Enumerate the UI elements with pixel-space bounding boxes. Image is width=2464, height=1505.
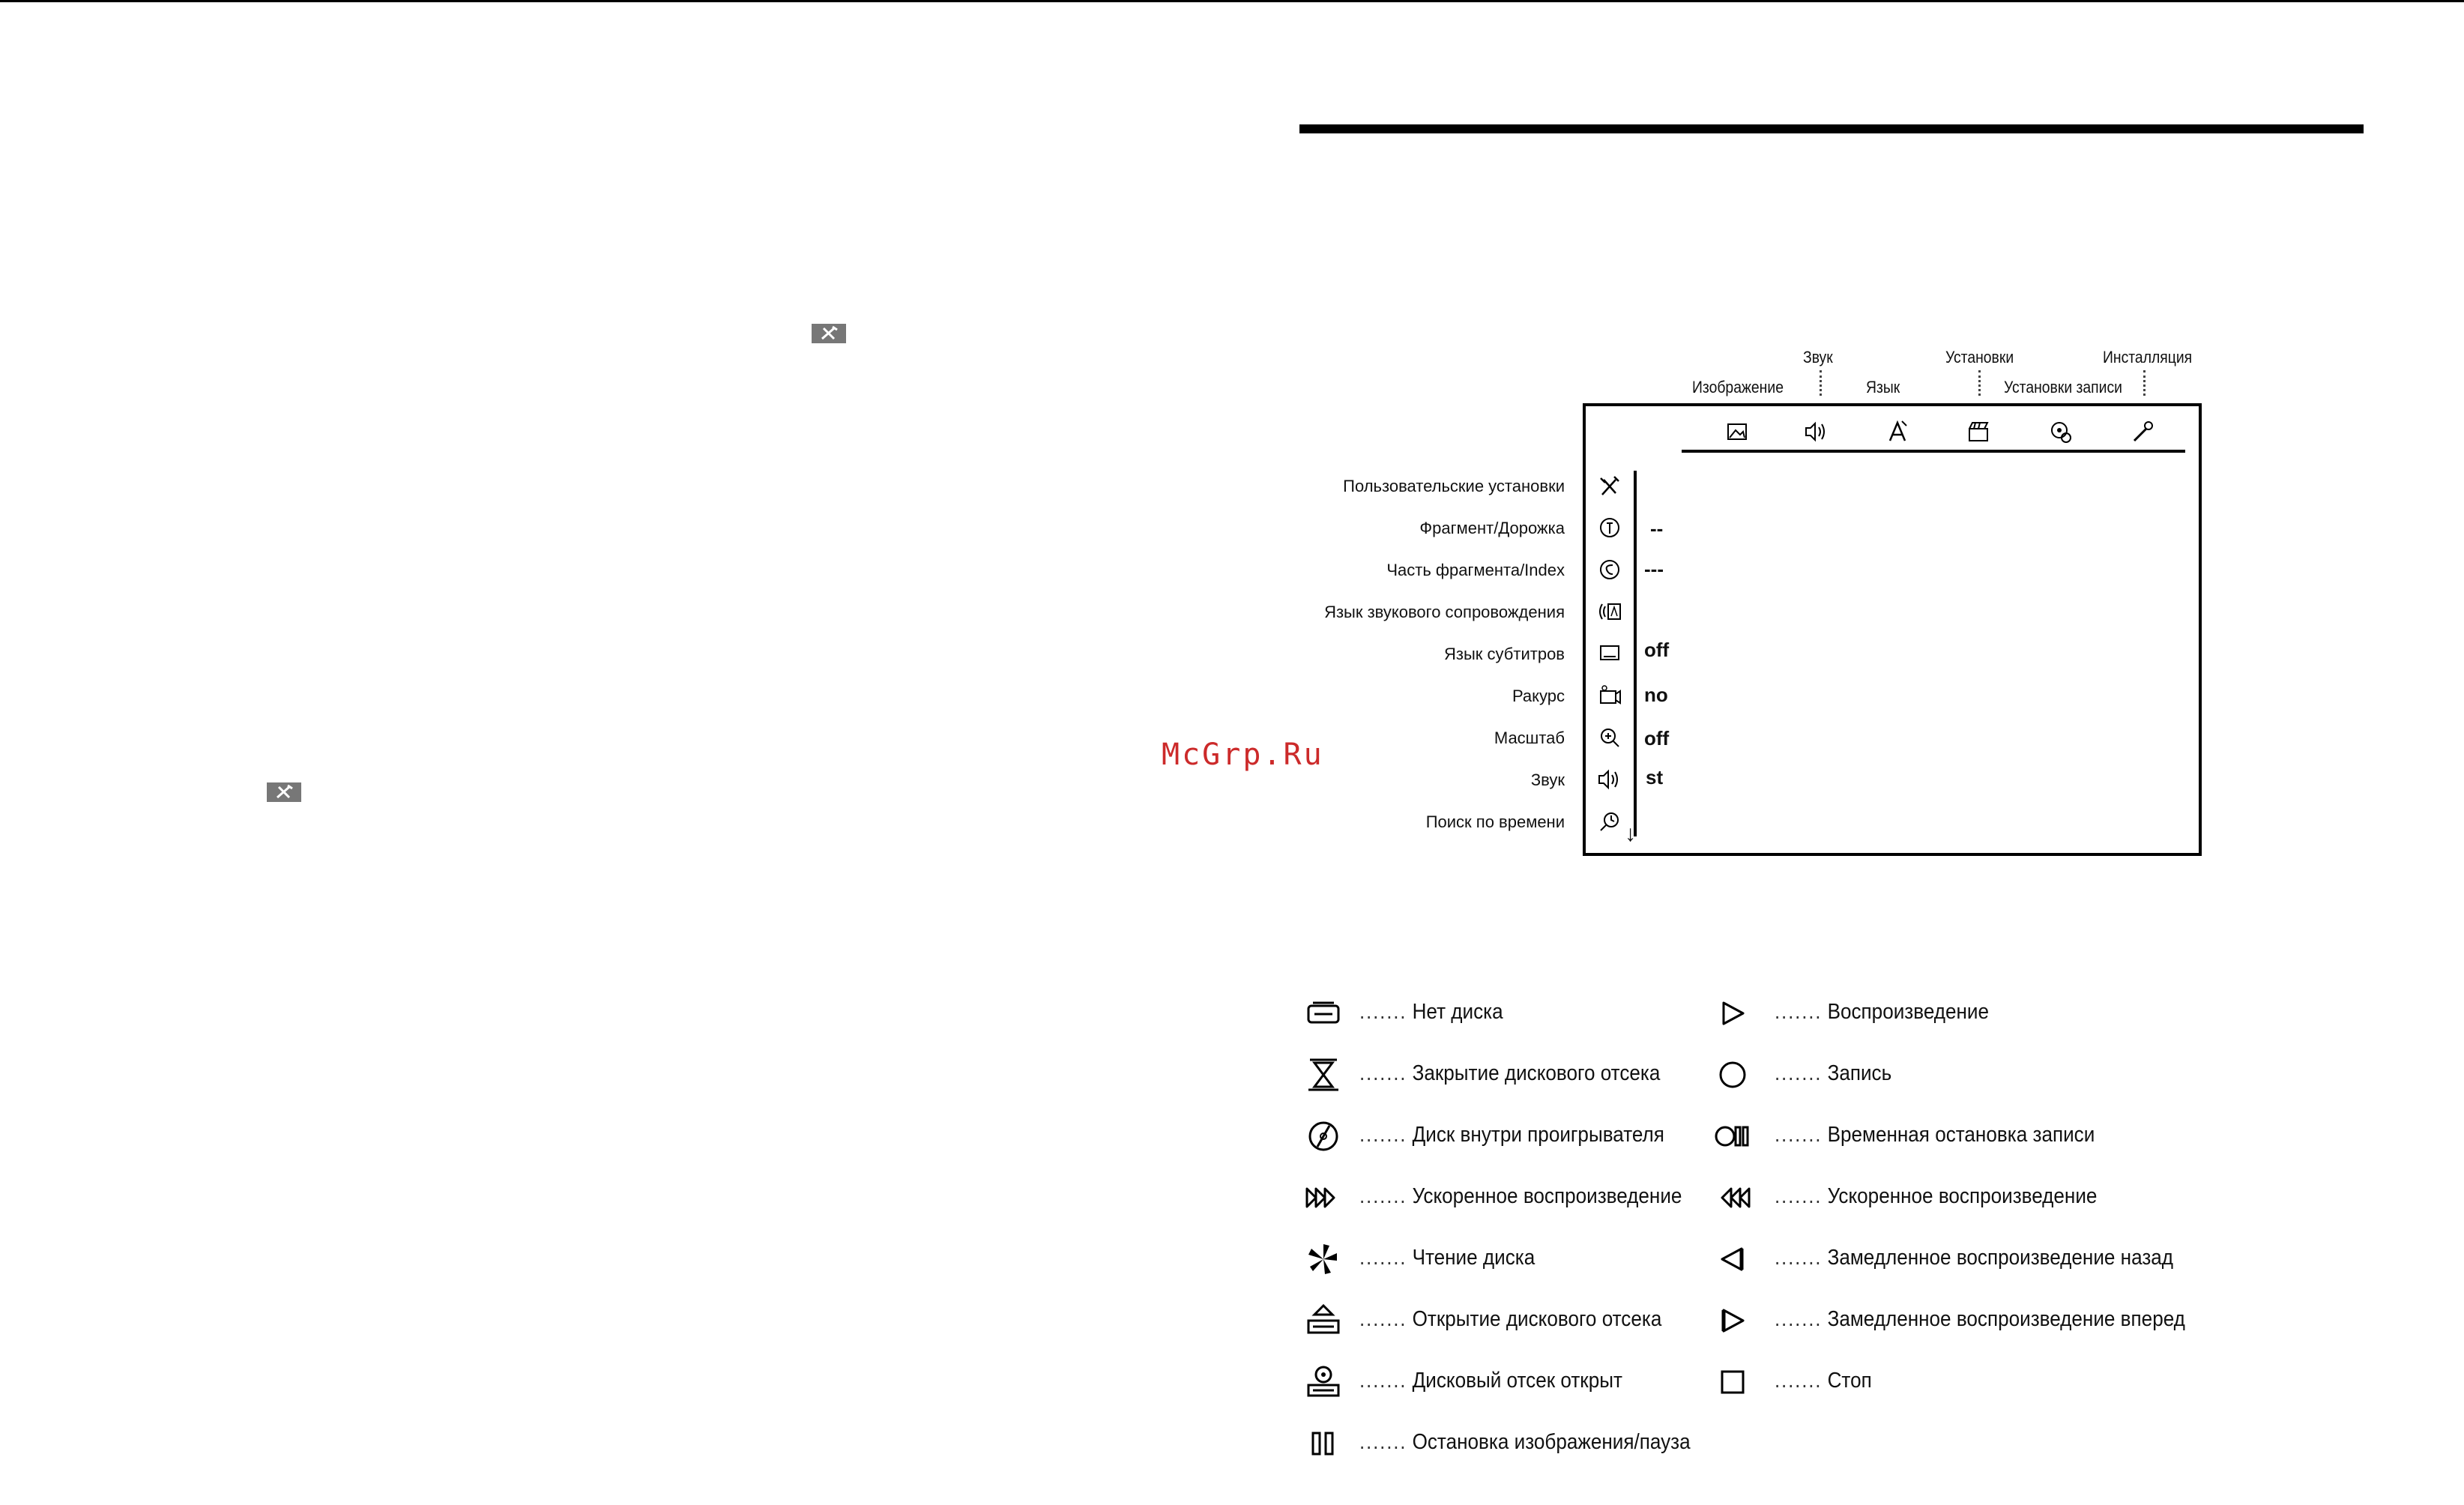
- category-leader: [1978, 370, 1981, 396]
- legend-label: Диск внутри проигрывателя: [1412, 1123, 1664, 1147]
- legend-label: Закрытие дискового отсека: [1412, 1061, 1661, 1085]
- legend-item: ....... Замедленное воспроизведение вперед: [1775, 1307, 2185, 1331]
- legend-item: ....... Стоп: [1775, 1369, 1872, 1393]
- picture-icon: [1721, 415, 1754, 448]
- legend-item: ....... Чтение диска: [1359, 1246, 1536, 1270]
- time-search-icon: [1593, 806, 1626, 836]
- angle-icon: [1593, 681, 1626, 711]
- legend-label: Стоп: [1827, 1369, 1872, 1393]
- legend-label: Остановка изображения/пауза: [1412, 1430, 1691, 1454]
- osd-row-value: --: [1650, 517, 1664, 540]
- audio-language-icon: [1593, 597, 1626, 627]
- settings-icon: [1962, 415, 1995, 448]
- watermark: McGrp.Ru: [1162, 738, 1324, 772]
- legend-label: Запись: [1827, 1061, 1892, 1085]
- user-settings-icon: [1593, 471, 1626, 501]
- legend-label: Ускоренное воспроизведение: [1827, 1184, 2098, 1208]
- legend-label: Нет диска: [1412, 1000, 1503, 1024]
- fast-forward-icon: [1302, 1180, 1344, 1216]
- category-record-settings-label: Установки записи: [2004, 378, 2122, 396]
- legend-item: ....... Нет диска: [1359, 1000, 1503, 1024]
- chapter-index-icon: [1593, 555, 1626, 585]
- category-settings-label: Установки: [1945, 348, 2014, 367]
- category-picture-label: Изображение: [1692, 378, 1784, 396]
- osd-row-label: Ракурс: [1512, 687, 1565, 705]
- category-language-label: Язык: [1866, 378, 1900, 396]
- section-rule: [1299, 124, 2364, 133]
- record-settings-icon: [2044, 415, 2077, 448]
- category-leader: [2143, 370, 2146, 396]
- legend-label: Открытие дискового отсека: [1412, 1307, 1662, 1331]
- sound-icon: [1800, 415, 1833, 448]
- osd-row-label: Фрагмент/Дорожка: [1419, 519, 1565, 537]
- slow-forward-icon: [1712, 1303, 1754, 1339]
- zoom-icon: [1593, 723, 1626, 752]
- osd-row-label: Язык субтитров: [1444, 645, 1565, 663]
- arrow-down-icon: ↓: [1625, 821, 1636, 846]
- legend-label: Временная остановка записи: [1827, 1123, 2095, 1147]
- category-leader: [1820, 370, 1822, 396]
- legend-item: ....... Открытие дискового отсека: [1359, 1307, 1662, 1331]
- osd-row-value: ---: [1644, 558, 1664, 580]
- legend-label: Ускоренное воспроизведение: [1412, 1184, 1682, 1208]
- osd-row-value: st: [1646, 766, 1664, 788]
- legend-item: ....... Ускоренное воспроизведение: [1775, 1184, 2098, 1208]
- legend-item: ....... Воспроизведение: [1775, 1000, 1990, 1024]
- slow-reverse-icon: [1712, 1241, 1754, 1277]
- category-installation-label: Инсталляция: [2103, 348, 2193, 367]
- legend-item: ....... Ускоренное воспроизведение: [1359, 1184, 1682, 1208]
- title-track-icon: [1593, 513, 1626, 543]
- pause-icon: [1302, 1426, 1344, 1462]
- play-icon: [1712, 995, 1754, 1031]
- tools-icon: [267, 782, 301, 802]
- record-pause-icon: [1712, 1118, 1754, 1154]
- osd-row-label: Часть фрагмента/Index: [1386, 561, 1565, 579]
- osd-row-label: Звук: [1530, 770, 1565, 789]
- legend-label: Замедленное воспроизведение вперед: [1827, 1307, 2185, 1331]
- legend-item: ....... Диск внутри проигрывателя: [1359, 1123, 1664, 1147]
- osd-row-label: Масштаб: [1494, 729, 1565, 747]
- installation-icon: [2125, 415, 2158, 448]
- legend-item: ....... Закрытие дискового отсека: [1359, 1061, 1661, 1085]
- category-sound-label: Звук: [1803, 348, 1833, 367]
- osd-row-value: no: [1644, 684, 1668, 706]
- legend-item: ....... Остановка изображения/пауза: [1359, 1430, 1691, 1454]
- osd-scroll-line: [1634, 471, 1637, 836]
- osd-row-value: off: [1644, 727, 1670, 750]
- tools-icon: [812, 324, 846, 343]
- fast-reverse-icon: [1712, 1180, 1754, 1216]
- tray-opening-icon: [1302, 1303, 1344, 1339]
- legend-label: Дисковый отсек открыт: [1412, 1369, 1622, 1393]
- legend-label: Воспроизведение: [1827, 1000, 1990, 1024]
- stop-icon: [1712, 1364, 1754, 1400]
- tray-open-icon: [1302, 1364, 1344, 1400]
- legend-item: ....... Временная остановка записи: [1775, 1123, 2095, 1147]
- osd-row-value: off: [1644, 639, 1670, 661]
- sound-icon: [1593, 764, 1626, 794]
- osd-menu-frame: [1583, 403, 2202, 856]
- legend-item: ....... Дисковый отсек открыт: [1359, 1369, 1622, 1393]
- no-disc-icon: [1302, 995, 1344, 1031]
- osd-header-line: [1682, 450, 2185, 453]
- disc-inside-icon: [1302, 1118, 1344, 1154]
- top-border: [0, 0, 2464, 2]
- osd-row-label: Язык звукового сопровождения: [1324, 603, 1565, 621]
- tray-closing-icon: [1302, 1057, 1344, 1093]
- osd-row-label: Поиск по времени: [1425, 812, 1565, 831]
- record-icon: [1712, 1057, 1754, 1093]
- legend-label: Замедленное воспроизведение назад: [1827, 1246, 2174, 1270]
- subtitle-icon: [1593, 639, 1626, 669]
- reading-disc-icon: [1302, 1241, 1344, 1277]
- legend-label: Чтение диска: [1412, 1246, 1536, 1270]
- legend-item: ....... Запись: [1775, 1061, 1892, 1085]
- language-icon: [1881, 415, 1914, 448]
- legend-item: ....... Замедленное воспроизведение назад: [1775, 1246, 2174, 1270]
- osd-row-label: Пользовательские установки: [1343, 477, 1565, 495]
